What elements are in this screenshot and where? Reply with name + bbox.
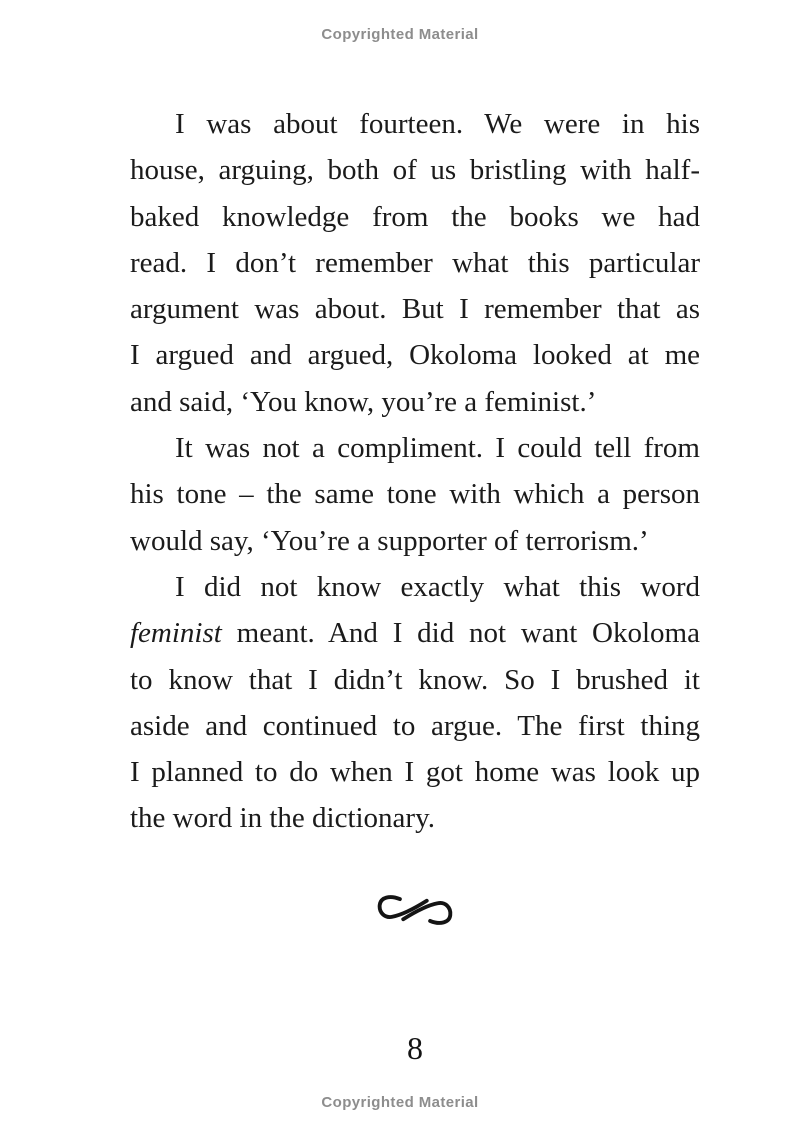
text-line: baked knowledge from the books we had <box>130 200 700 233</box>
text-line: read. I don’t remember what this particular <box>130 246 700 279</box>
text-line: would say, ‘You’re a supporter of terrorism.’ <box>130 524 649 557</box>
text-line: I argued and argued, Okoloma looked at me <box>130 339 700 372</box>
squiggle-divider-icon <box>372 918 458 935</box>
text-line: It was not a compliment. I could tell from <box>175 432 700 465</box>
text-line: I was about fourteen. We were in his <box>175 108 700 140</box>
text-line: house, arguing, both of us bristling with half- <box>130 154 700 187</box>
text-line: I did not know exactly what this word <box>175 570 700 603</box>
text-line: the word in the dictionary. <box>130 802 435 835</box>
text-line: his tone – the same tone with which a person <box>130 478 700 511</box>
copyright-watermark-top: Copyrighted Material <box>321 26 479 43</box>
text-line: argument was about. But I remember that as <box>130 293 700 326</box>
copyright-watermark-bottom: Copyrighted Material <box>321 1094 479 1111</box>
text-line: aside and continued to argue. The first thing <box>130 709 700 742</box>
text-line: feminist meant. And I did not want Okoloma <box>130 617 700 650</box>
body-text-block <box>130 101 700 842</box>
text-line: to know that I didn’t know. So I brushed it <box>130 663 700 696</box>
section-divider <box>130 889 700 936</box>
text-line: I planned to do when I got home was look up <box>130 756 700 789</box>
page-number: 8 <box>407 1030 423 1066</box>
text-line: and said, ‘You know, you’re a feminist.’ <box>130 385 597 418</box>
